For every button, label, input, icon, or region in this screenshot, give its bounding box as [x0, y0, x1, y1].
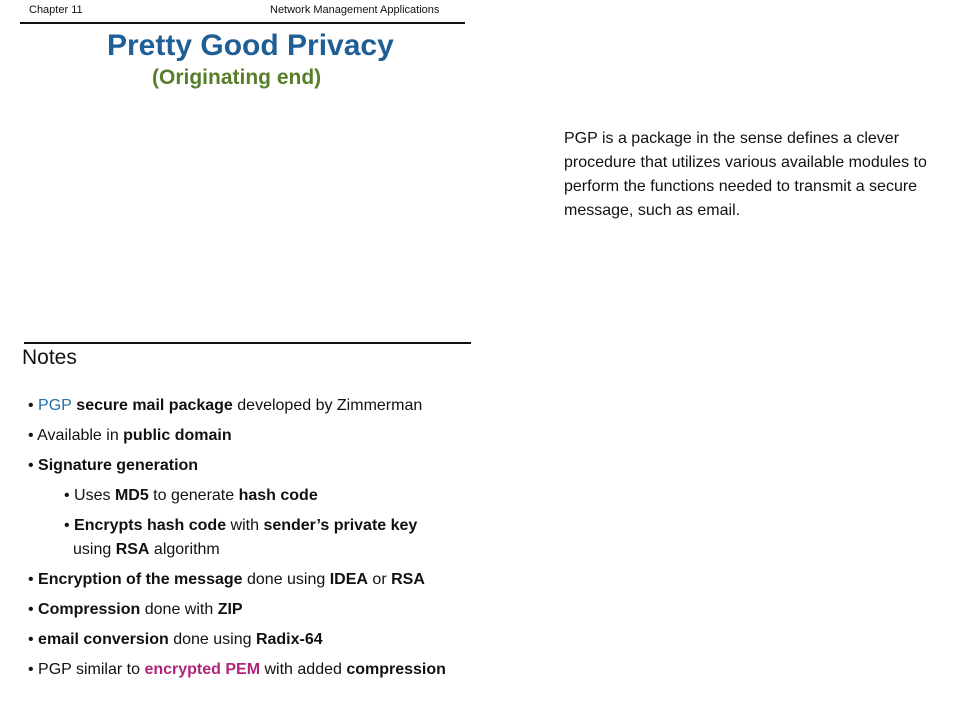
- note-text: algorithm: [149, 541, 220, 558]
- note-text: encrypted PEM: [144, 661, 261, 678]
- note-item: • email conversion done using Radix-64: [28, 631, 323, 648]
- note-subitem: • Encrypts hash code with sender’s private key: [64, 517, 418, 534]
- notes-heading: Notes: [22, 346, 77, 369]
- note-text: to generate: [148, 487, 239, 504]
- note-text: using: [73, 541, 116, 558]
- note-text: secure mail package: [71, 397, 233, 414]
- note-item: • Encryption of the message done using IDEA or RSA: [28, 571, 425, 588]
- note-continuation: [73, 538, 220, 562]
- note-text: with added: [260, 661, 347, 678]
- slide-subtitle: (Originating end): [152, 66, 322, 89]
- note-item: • Available in public domain: [28, 427, 232, 444]
- note-text: Radix-64: [255, 631, 323, 648]
- description-text: PGP is a package in the sense defines a clever procedure that utilizes various available modules to perform the functions needed to transmit a secure message, such as email.: [564, 130, 927, 219]
- note-text: or: [367, 571, 392, 588]
- note-text: with: [226, 517, 264, 534]
- note-text: RSA: [391, 571, 425, 588]
- note-subitem: • Uses MD5 to generate hash code: [64, 487, 318, 504]
- note-text: Uses: [74, 487, 115, 504]
- note-text: sender’s private key: [263, 517, 418, 534]
- notes-divider: [24, 342, 471, 344]
- note-item: • Compression done with ZIP: [28, 601, 243, 618]
- note-text: Encrypts hash code: [74, 517, 227, 534]
- note-text: Encryption of the message: [38, 571, 243, 588]
- slide-title: Pretty Good Privacy: [107, 29, 394, 62]
- note-item: • Signature generation: [28, 457, 199, 474]
- note-text: PGP: [38, 397, 72, 414]
- note-text: done using: [242, 571, 330, 588]
- note-text: MD5: [114, 487, 149, 504]
- header-divider: [20, 22, 465, 24]
- course-label: Network Management Applications: [270, 4, 440, 16]
- note-text: done with: [140, 601, 218, 618]
- note-text: PGP similar to: [38, 661, 145, 678]
- note-text: Available in: [37, 427, 124, 444]
- note-text: email conversion: [38, 631, 169, 648]
- note-item: • PGP secure mail package developed by Zimmerman: [28, 397, 423, 414]
- note-text: Compression: [38, 601, 141, 618]
- note-text: hash code: [238, 487, 318, 504]
- note-text: IDEA: [329, 571, 368, 588]
- note-text: RSA: [115, 541, 150, 558]
- note-text: public domain: [123, 427, 232, 444]
- note-text: Signature generation: [38, 457, 199, 474]
- note-text: done using: [168, 631, 256, 648]
- note-text: compression: [346, 661, 446, 678]
- chapter-label: Chapter 11: [29, 4, 83, 16]
- note-item: • PGP similar to encrypted PEM with added compression: [28, 661, 446, 678]
- note-text: developed by Zimmerman: [232, 397, 423, 414]
- note-text: ZIP: [217, 601, 243, 618]
